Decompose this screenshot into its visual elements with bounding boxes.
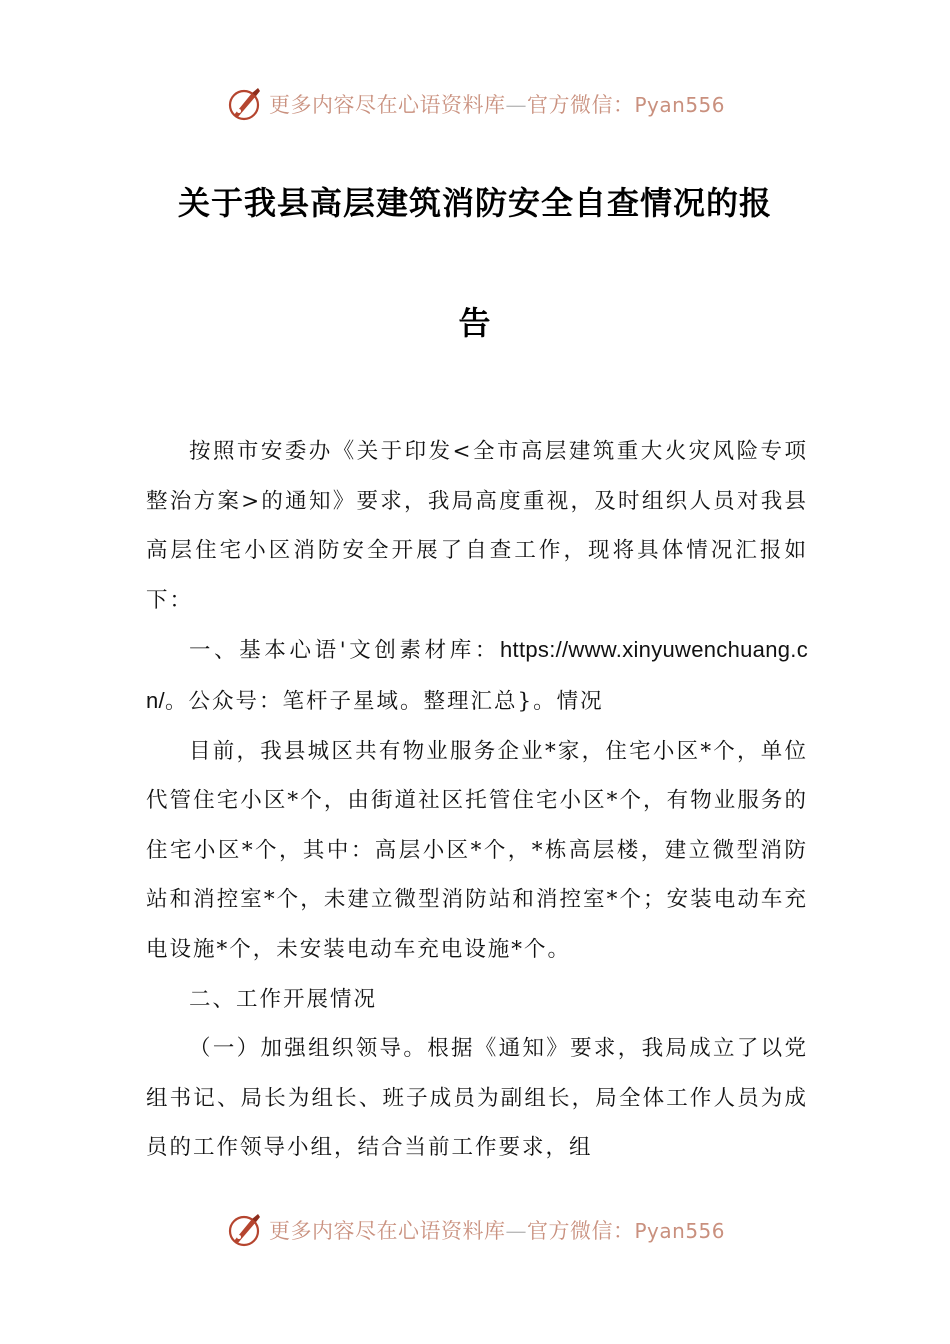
pen-nib-icon xyxy=(225,1210,265,1250)
paragraph-organization: （一）加强组织领导。根据《通知》要求，我局成立了以党组书记、局长为组长、班子成员为副组长，局全体工作人员为成员的工作领导小组，结合当前工作要求，组 xyxy=(146,1036,808,1161)
footer-watermark xyxy=(0,1210,950,1250)
paragraph-basic-heading: 一、基本心语'文创素材库：https://www.xinyuwenchuang.cn/。公众号：笔杆子星域。整理汇总}。情况 xyxy=(146,637,808,714)
document-title-line-1: 关于我县高层建筑消防安全自查情况的报 xyxy=(177,184,772,222)
url-text: https://www.xinyuwenchuang.cn/ xyxy=(146,637,808,713)
document-title-line-2: 告 xyxy=(458,304,492,342)
watermark-text: 更多内容尽在心语资料库—官方微信：Pyan556 xyxy=(268,1219,725,1243)
paragraph-current-status: 目前，我县城区共有物业服务企业*家，住宅小区*个，单位代管住宅小区*个，由街道社区托管住宅小区*个，有物业服务的住宅小区*个，其中：高层小区*个，*栋高层楼，建立微型消防站和消控室*个，未建立微型消防站和消控室*个；安装电动车充电设施*个，未安装电动车充电设施*个。 xyxy=(146,738,808,962)
paragraph-intro: 按照市安委办《关于印发<全市高层建筑重大火灾风险专项整治方案>的通知》要求，我局高度重视，及时组织人员对我县高层住宅小区消防安全开展了自查工作，现将具体情况汇报如下： xyxy=(146,439,808,613)
document-body xyxy=(146,427,808,1173)
header-watermark xyxy=(0,84,950,124)
paragraph-section-two-heading: 二、工作开展情况 xyxy=(189,986,378,1012)
watermark-text: 更多内容尽在心语资料库—官方微信：Pyan556 xyxy=(268,93,725,117)
pen-nib-icon xyxy=(225,84,265,124)
